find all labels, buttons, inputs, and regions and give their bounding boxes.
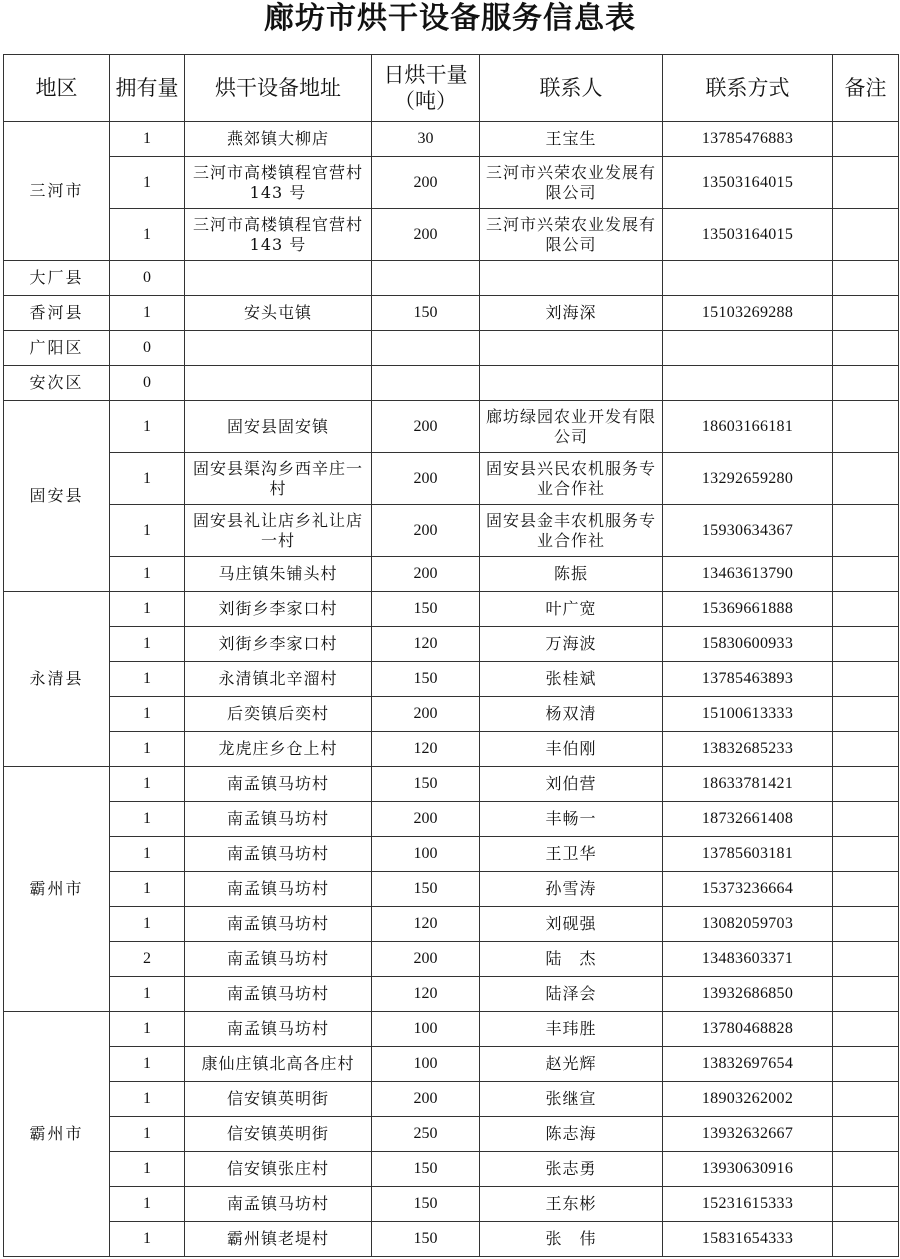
phone-cell: 15373236664	[663, 872, 833, 907]
table-row	[4, 296, 899, 331]
region-cell: 永清县	[4, 592, 110, 767]
phone-cell: 18633781421	[663, 767, 833, 802]
address-cell: 龙虎庄乡仓上村	[185, 732, 372, 767]
phone-cell: 13932632667	[663, 1117, 833, 1152]
phone-cell: 13932686850	[663, 977, 833, 1012]
phone-cell: 15103269288	[663, 296, 833, 331]
note-cell	[833, 732, 899, 767]
daily-capacity-cell: 200	[372, 697, 480, 732]
address-cell: 南孟镇马坊村	[185, 767, 372, 802]
contact-cell: 三河市兴荣农业发展有限公司	[480, 157, 663, 209]
note-cell	[833, 697, 899, 732]
phone-cell: 13930630916	[663, 1152, 833, 1187]
daily-capacity-cell: 100	[372, 1012, 480, 1047]
count-cell: 1	[110, 837, 185, 872]
note-cell	[833, 1012, 899, 1047]
phone-cell: 18603166181	[663, 401, 833, 453]
address-cell: 三河市高楼镇程官营村 143 号	[185, 209, 372, 261]
contact-cell: 张 伟	[480, 1222, 663, 1257]
contact-cell: 固安县兴民农机服务专业合作社	[480, 453, 663, 505]
table-row	[4, 1117, 899, 1152]
address-cell	[185, 366, 372, 401]
note-cell	[833, 767, 899, 802]
table-row	[4, 209, 899, 261]
daily-capacity-cell: 120	[372, 907, 480, 942]
region-cell: 安次区	[4, 366, 110, 401]
table-row	[4, 157, 899, 209]
contact-cell: 王宝生	[480, 122, 663, 157]
count-cell: 1	[110, 557, 185, 592]
address-cell: 刘街乡李家口村	[185, 627, 372, 662]
phone-cell: 13832685233	[663, 732, 833, 767]
daily-capacity-cell	[372, 261, 480, 296]
contact-cell: 张桂斌	[480, 662, 663, 697]
dryer-info-table	[3, 54, 899, 1257]
contact-cell: 张继宣	[480, 1082, 663, 1117]
count-cell: 1	[110, 627, 185, 662]
table-row	[4, 872, 899, 907]
table-row	[4, 1082, 899, 1117]
count-cell: 1	[110, 453, 185, 505]
phone-cell	[663, 331, 833, 366]
region-cell: 广阳区	[4, 331, 110, 366]
contact-cell: 陈振	[480, 557, 663, 592]
address-cell: 固安县固安镇	[185, 401, 372, 453]
note-cell	[833, 209, 899, 261]
daily-capacity-cell: 150	[372, 662, 480, 697]
contact-cell: 刘伯营	[480, 767, 663, 802]
table-row	[4, 331, 899, 366]
note-cell	[833, 1117, 899, 1152]
table-row	[4, 1152, 899, 1187]
daily-capacity-cell: 200	[372, 209, 480, 261]
phone-cell: 13292659280	[663, 453, 833, 505]
count-cell: 1	[110, 1152, 185, 1187]
phone-cell: 13785476883	[663, 122, 833, 157]
daily-capacity-cell	[372, 331, 480, 366]
daily-capacity-cell: 150	[372, 592, 480, 627]
header-phone: 联系方式	[663, 55, 833, 122]
contact-cell: 刘砚强	[480, 907, 663, 942]
note-cell	[833, 977, 899, 1012]
contact-cell: 丰玮胜	[480, 1012, 663, 1047]
count-cell: 1	[110, 401, 185, 453]
table-row	[4, 977, 899, 1012]
phone-cell: 15830600933	[663, 627, 833, 662]
daily-capacity-cell: 100	[372, 837, 480, 872]
table-row	[4, 122, 899, 157]
address-cell: 南孟镇马坊村	[185, 837, 372, 872]
count-cell: 1	[110, 209, 185, 261]
address-cell: 固安县礼让店乡礼让店一村	[185, 505, 372, 557]
phone-cell: 13503164015	[663, 209, 833, 261]
count-cell: 1	[110, 697, 185, 732]
phone-cell: 15231615333	[663, 1187, 833, 1222]
address-cell: 固安县渠沟乡西辛庄一村	[185, 453, 372, 505]
count-cell: 1	[110, 122, 185, 157]
table-row	[4, 1187, 899, 1222]
count-cell: 1	[110, 872, 185, 907]
contact-cell: 张志勇	[480, 1152, 663, 1187]
address-cell: 信安镇英明街	[185, 1117, 372, 1152]
note-cell	[833, 557, 899, 592]
header-address: 烘干设备地址	[185, 55, 372, 122]
contact-cell: 叶广宽	[480, 592, 663, 627]
phone-cell: 15930634367	[663, 505, 833, 557]
count-cell: 1	[110, 505, 185, 557]
note-cell	[833, 505, 899, 557]
daily-capacity-cell: 200	[372, 157, 480, 209]
address-cell: 康仙庄镇北高各庄村	[185, 1047, 372, 1082]
note-cell	[833, 837, 899, 872]
note-cell	[833, 401, 899, 453]
note-cell	[833, 261, 899, 296]
contact-cell: 赵光辉	[480, 1047, 663, 1082]
daily-capacity-cell: 150	[372, 872, 480, 907]
phone-cell: 18732661408	[663, 802, 833, 837]
address-cell: 三河市高楼镇程官营村 143 号	[185, 157, 372, 209]
contact-cell: 万海波	[480, 627, 663, 662]
count-cell: 2	[110, 942, 185, 977]
phone-cell: 13463613790	[663, 557, 833, 592]
contact-cell: 丰伯刚	[480, 732, 663, 767]
count-cell: 1	[110, 1222, 185, 1257]
table-row	[4, 907, 899, 942]
contact-cell: 陆泽会	[480, 977, 663, 1012]
phone-cell: 13785603181	[663, 837, 833, 872]
phone-cell: 18903262002	[663, 1082, 833, 1117]
count-cell: 1	[110, 296, 185, 331]
address-cell: 南孟镇马坊村	[185, 907, 372, 942]
count-cell: 1	[110, 1117, 185, 1152]
note-cell	[833, 453, 899, 505]
count-cell: 1	[110, 802, 185, 837]
contact-cell	[480, 261, 663, 296]
note-cell	[833, 1187, 899, 1222]
header-region: 地区	[4, 55, 110, 122]
header-count: 拥有量	[110, 55, 185, 122]
table-row	[4, 627, 899, 662]
address-cell: 马庄镇朱铺头村	[185, 557, 372, 592]
daily-capacity-cell: 250	[372, 1117, 480, 1152]
daily-capacity-cell: 150	[372, 1187, 480, 1222]
note-cell	[833, 662, 899, 697]
note-cell	[833, 122, 899, 157]
phone-cell: 13785463893	[663, 662, 833, 697]
note-cell	[833, 802, 899, 837]
note-cell	[833, 296, 899, 331]
address-cell: 霸州镇老堤村	[185, 1222, 372, 1257]
count-cell: 0	[110, 261, 185, 296]
count-cell: 0	[110, 366, 185, 401]
table-body	[4, 122, 899, 1257]
address-cell: 安头屯镇	[185, 296, 372, 331]
table-row	[4, 1222, 899, 1257]
address-cell: 南孟镇马坊村	[185, 1012, 372, 1047]
count-cell: 1	[110, 1187, 185, 1222]
contact-cell: 孙雪涛	[480, 872, 663, 907]
daily-capacity-cell: 200	[372, 557, 480, 592]
region-cell: 霸州市	[4, 1012, 110, 1257]
count-cell: 1	[110, 977, 185, 1012]
note-cell	[833, 1082, 899, 1117]
address-cell: 永清镇北辛溜村	[185, 662, 372, 697]
contact-cell: 丰畅一	[480, 802, 663, 837]
phone-cell: 15831654333	[663, 1222, 833, 1257]
daily-capacity-cell: 150	[372, 1152, 480, 1187]
region-cell: 固安县	[4, 401, 110, 592]
note-cell	[833, 1222, 899, 1257]
phone-cell: 15100613333	[663, 697, 833, 732]
count-cell: 1	[110, 732, 185, 767]
note-cell	[833, 157, 899, 209]
address-cell: 南孟镇马坊村	[185, 1187, 372, 1222]
note-cell	[833, 872, 899, 907]
note-cell	[833, 331, 899, 366]
address-cell: 南孟镇马坊村	[185, 802, 372, 837]
address-cell: 南孟镇马坊村	[185, 942, 372, 977]
daily-capacity-cell: 200	[372, 802, 480, 837]
daily-capacity-cell: 30	[372, 122, 480, 157]
phone-cell: 13503164015	[663, 157, 833, 209]
phone-cell: 13082059703	[663, 907, 833, 942]
contact-cell	[480, 366, 663, 401]
contact-cell: 三河市兴荣农业发展有限公司	[480, 209, 663, 261]
table-row	[4, 453, 899, 505]
contact-cell: 陆 杰	[480, 942, 663, 977]
table-row	[4, 592, 899, 627]
count-cell: 1	[110, 907, 185, 942]
table-row	[4, 261, 899, 296]
table-row	[4, 401, 899, 453]
table-row	[4, 662, 899, 697]
region-cell: 霸州市	[4, 767, 110, 1012]
daily-capacity-cell: 120	[372, 732, 480, 767]
table-row	[4, 505, 899, 557]
count-cell: 1	[110, 1082, 185, 1117]
page-title: 廊坊市烘干设备服务信息表	[264, 1, 636, 36]
region-cell: 香河县	[4, 296, 110, 331]
table-row	[4, 1047, 899, 1082]
table-row	[4, 1012, 899, 1047]
contact-cell: 王东彬	[480, 1187, 663, 1222]
note-cell	[833, 627, 899, 662]
address-cell: 后奕镇后奕村	[185, 697, 372, 732]
count-cell: 1	[110, 592, 185, 627]
count-cell: 1	[110, 157, 185, 209]
phone-cell	[663, 261, 833, 296]
count-cell: 1	[110, 1047, 185, 1082]
phone-cell	[663, 366, 833, 401]
contact-cell: 杨双清	[480, 697, 663, 732]
daily-capacity-cell: 200	[372, 942, 480, 977]
table-row	[4, 366, 899, 401]
daily-capacity-cell: 150	[372, 767, 480, 802]
count-cell: 1	[110, 662, 185, 697]
address-cell: 南孟镇马坊村	[185, 977, 372, 1012]
region-cell: 大厂县	[4, 261, 110, 296]
phone-cell: 13780468828	[663, 1012, 833, 1047]
daily-capacity-cell: 200	[372, 505, 480, 557]
table-row	[4, 837, 899, 872]
header-row	[4, 55, 899, 122]
region-cell: 三河市	[4, 122, 110, 261]
phone-cell: 13832697654	[663, 1047, 833, 1082]
table-row	[4, 557, 899, 592]
table-row	[4, 767, 899, 802]
address-cell: 燕郊镇大柳店	[185, 122, 372, 157]
count-cell: 1	[110, 1012, 185, 1047]
address-cell: 刘街乡李家口村	[185, 592, 372, 627]
header-contact: 联系人	[480, 55, 663, 122]
daily-capacity-cell: 200	[372, 1082, 480, 1117]
address-cell	[185, 331, 372, 366]
daily-capacity-cell: 150	[372, 296, 480, 331]
table-row	[4, 942, 899, 977]
address-cell: 信安镇英明街	[185, 1082, 372, 1117]
note-cell	[833, 1152, 899, 1187]
table-row	[4, 732, 899, 767]
contact-cell: 廊坊绿园农业开发有限公司	[480, 401, 663, 453]
phone-cell: 13483603371	[663, 942, 833, 977]
contact-cell: 王卫华	[480, 837, 663, 872]
contact-cell: 固安县金丰农机服务专业合作社	[480, 505, 663, 557]
address-cell: 信安镇张庄村	[185, 1152, 372, 1187]
daily-capacity-cell	[372, 366, 480, 401]
contact-cell: 陈志海	[480, 1117, 663, 1152]
daily-capacity-cell: 120	[372, 977, 480, 1012]
note-cell	[833, 592, 899, 627]
address-cell	[185, 261, 372, 296]
address-cell: 南孟镇马坊村	[185, 872, 372, 907]
header-note: 备注	[833, 55, 899, 122]
daily-capacity-cell: 150	[372, 1222, 480, 1257]
count-cell: 1	[110, 767, 185, 802]
daily-capacity-cell: 100	[372, 1047, 480, 1082]
note-cell	[833, 1047, 899, 1082]
table-row	[4, 802, 899, 837]
daily-capacity-cell: 200	[372, 453, 480, 505]
table-row	[4, 697, 899, 732]
phone-cell: 15369661888	[663, 592, 833, 627]
header-daily: 日烘干量（吨）	[372, 55, 480, 122]
contact-cell: 刘海深	[480, 296, 663, 331]
daily-capacity-cell: 120	[372, 627, 480, 662]
note-cell	[833, 366, 899, 401]
count-cell: 0	[110, 331, 185, 366]
note-cell	[833, 907, 899, 942]
contact-cell	[480, 331, 663, 366]
note-cell	[833, 942, 899, 977]
daily-capacity-cell: 200	[372, 401, 480, 453]
